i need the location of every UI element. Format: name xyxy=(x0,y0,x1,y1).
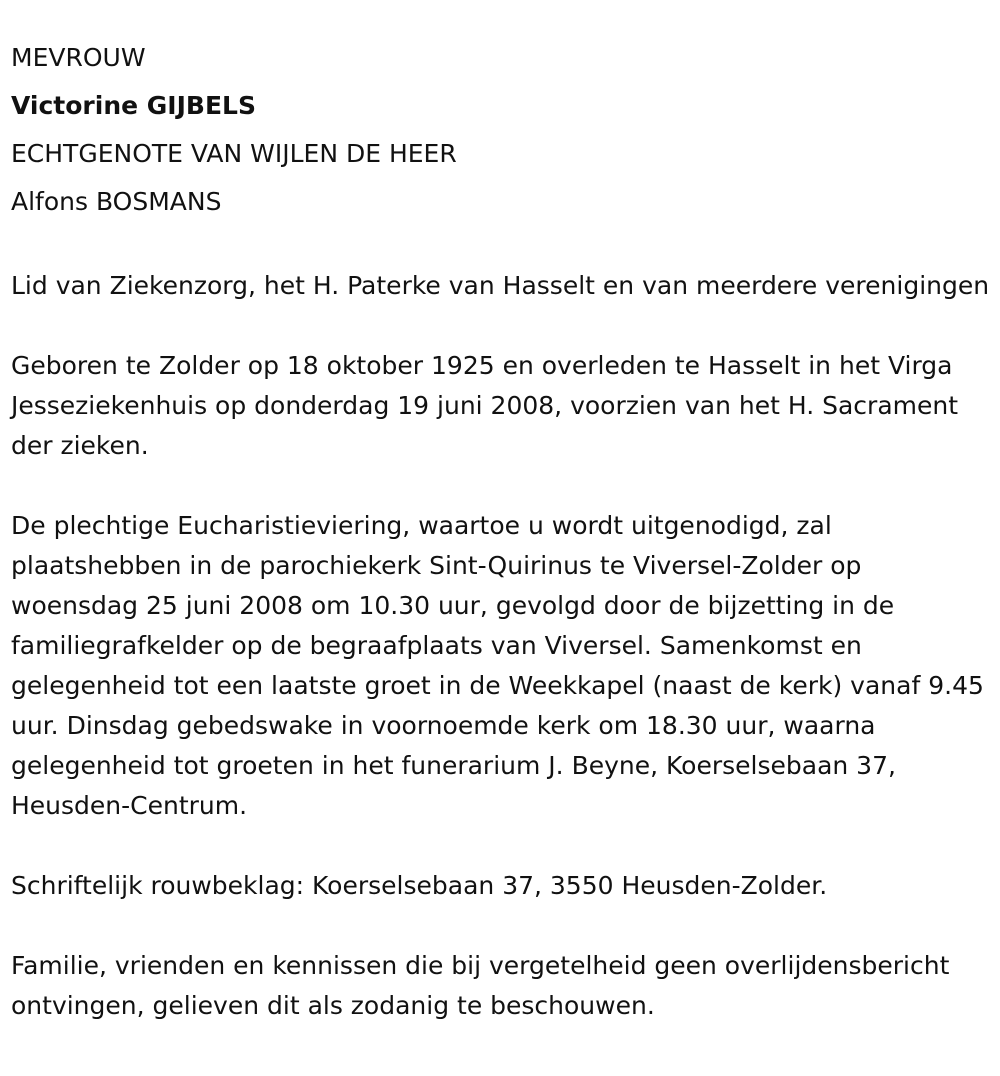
membership-paragraph: Lid van Ziekenzorg, het H. Paterke van Hasselt en van meerdere verenigingen xyxy=(11,271,990,300)
ceremony-paragraph: De plechtige Eucharistieviering, waartoe u wordt uitgenodigd, zal plaatshebben in de parochiekerk Sint-Quirinus te Viversel-Zolder op woensdag 25 juni 2008 om 10.30 uur, gevolgd door de bijzetting in de familiegrafkelder op de begraafplaats van Viversel. Samenkomst en gelegenheid tot een laatste groet in de Weekkapel (naast de kerk) vanaf 9.45 uur. Dinsdag gebedswake in voornoemde kerk om 18.30 uur, waarna gelegenheid tot groeten in het funerarium J. Beyne, Koerselsebaan 37, Heusden-Centrum. xyxy=(11,511,984,820)
family-notice-paragraph: Familie, vrienden en kennissen die bij vergetelheid geen overlijdensbericht ontvingen, gelieven dit als zodanig te beschouwen. xyxy=(11,951,950,1020)
spouse-name: Alfons BOSMANS xyxy=(11,187,222,216)
relation-line: ECHTGENOTE VAN WIJLEN DE HEER xyxy=(11,139,457,168)
obituary-header xyxy=(11,34,990,226)
deceased-name: Victorine GIJBELS xyxy=(11,91,256,120)
salutation: MEVROUW xyxy=(11,43,146,72)
condolences-paragraph: Schriftelijk rouwbeklag: Koerselsebaan 37, 3550 Heusden-Zolder. xyxy=(11,871,828,900)
birth-death-paragraph: Geboren te Zolder op 18 oktober 1925 en overleden te Hasselt in het Virga Jesseziekenhuis op donderdag 19 juni 2008, voorzien van het H. Sacrament der zieken. xyxy=(11,351,959,460)
